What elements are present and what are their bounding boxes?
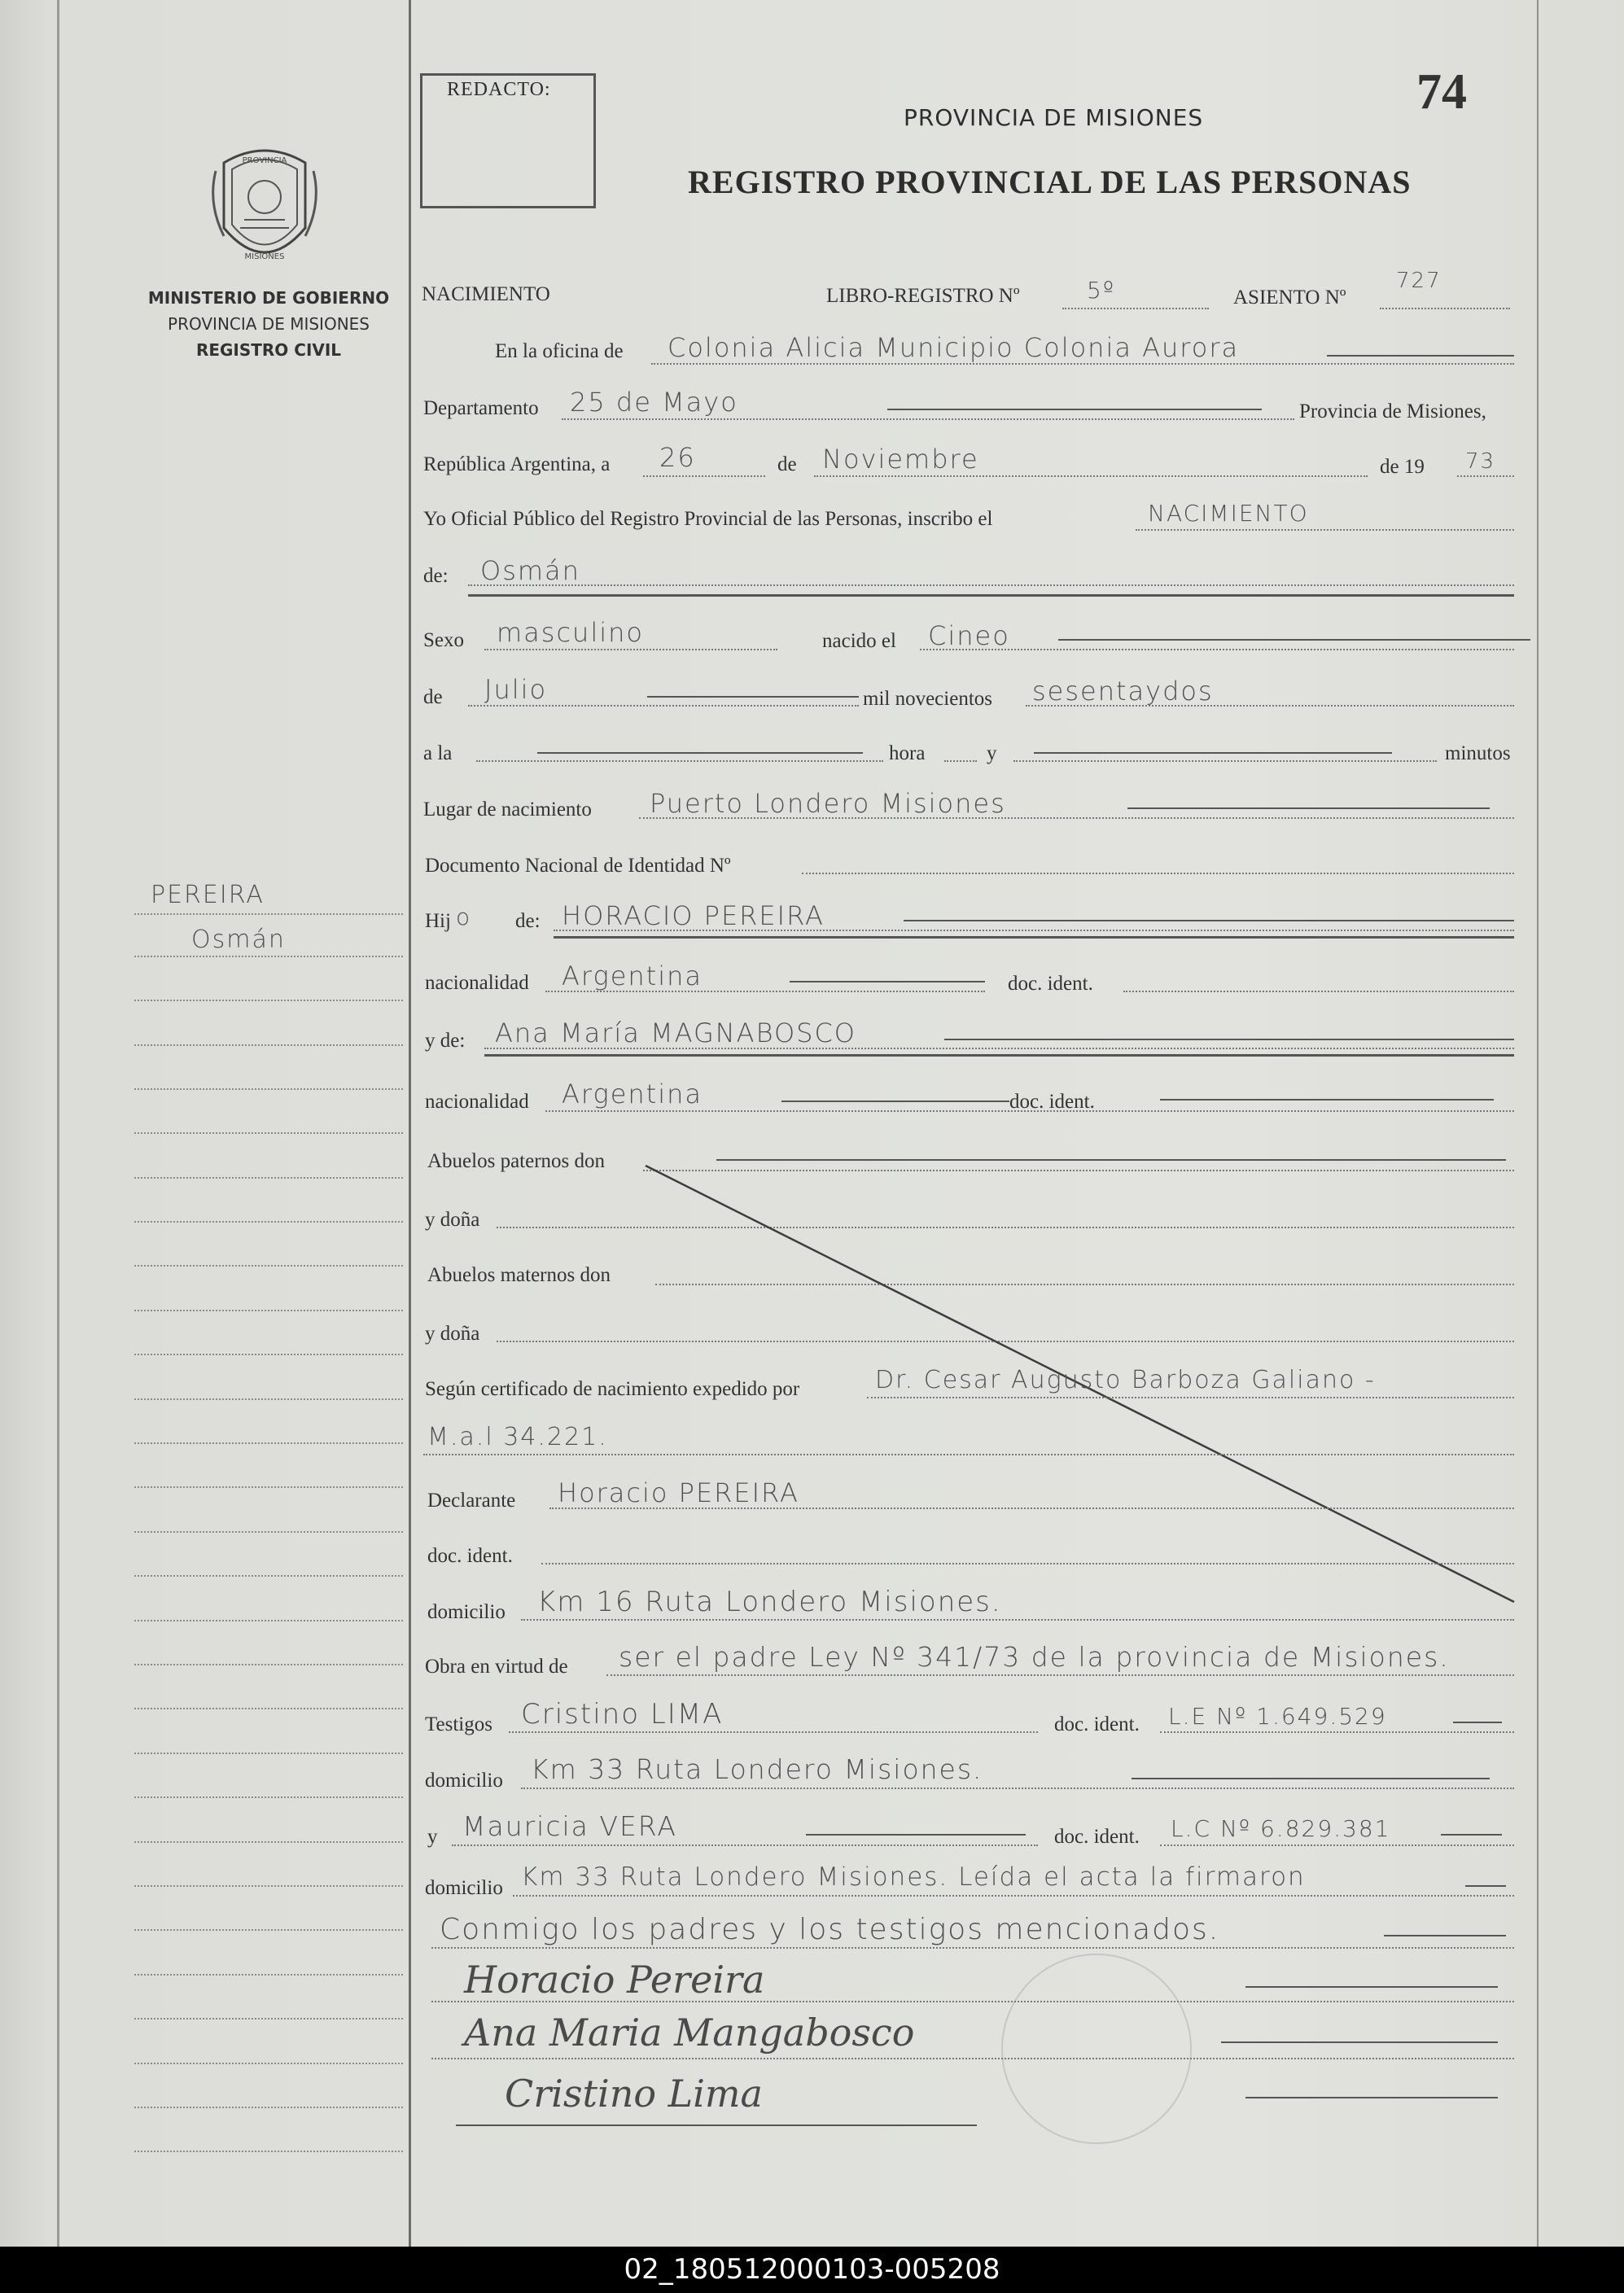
label-abuelos-paternos: Abuelos paternos don xyxy=(427,1150,606,1172)
value-obra-en-virtud: ser el padre Ley Nº 341/73 de la provincia de Misiones. xyxy=(619,1641,1450,1673)
label-nacido-el: nacido el xyxy=(822,630,896,652)
value-matricula: M.a.l 34.221. xyxy=(427,1423,608,1451)
ministry-line3: REGISTRO CIVIL xyxy=(195,340,342,360)
registry-title: REGISTRO PROVINCIAL DE LAS PERSONAS xyxy=(688,164,1412,200)
label-nacionalidad-padre: nacionalidad xyxy=(425,972,529,994)
province-title: PROVINCIA DE MISIONES xyxy=(904,104,1204,131)
value-madre: Ana María MAGNABOSCO xyxy=(495,1017,856,1048)
label-de-year: de 19 xyxy=(1380,456,1425,478)
label-y-minutos: y xyxy=(987,742,997,764)
value-declarante: Horacio PEREIRA xyxy=(558,1477,799,1508)
value-mes: Noviembre xyxy=(822,444,979,475)
margin-given-name: Osmán xyxy=(191,926,286,954)
label-doc-ident-madre: doc. ident. xyxy=(1009,1091,1095,1113)
value-oficina: Colonia Alicia Municipio Colonia Aurora xyxy=(668,332,1240,363)
label-y-dona-paterna: y doña xyxy=(425,1209,480,1231)
folio-number: 74 xyxy=(1416,64,1467,120)
value-asiento: 727 xyxy=(1396,269,1442,293)
value-padre-nacionalidad: Argentina xyxy=(562,961,703,991)
scan-id-footer: 02_180512000103-005208 xyxy=(0,2247,1624,2293)
label-de-nombre: de: xyxy=(423,565,449,587)
value-inscripcion: NACIMIENTO xyxy=(1148,500,1309,527)
label-doc-ident-declarante: doc. ident. xyxy=(427,1545,513,1567)
label-libro: LIBRO-REGISTRO Nº xyxy=(826,285,1020,307)
margin-surname: PEREIRA xyxy=(151,881,265,909)
label-domicilio-testigo1: domicilio xyxy=(425,1770,503,1792)
label-documento: Documento Nacional de Identidad Nº xyxy=(425,855,731,877)
label-sexo: Sexo xyxy=(423,629,464,651)
label-y-dona-materna: y doña xyxy=(425,1323,480,1345)
label-republica: República Argentina, a xyxy=(423,453,611,475)
value-nacido-dia: Cineo xyxy=(928,620,1010,651)
value-nombre: Osmán xyxy=(480,555,580,586)
label-abuelos-maternos: Abuelos maternos don xyxy=(427,1264,611,1286)
ministry-line1: MINISTERIO DE GOBIERNO xyxy=(147,288,390,308)
label-domicilio-testigo2: domicilio xyxy=(425,1877,503,1899)
value-libro: 5º xyxy=(1087,277,1116,304)
value-testigo2: Mauricia VERA xyxy=(462,1810,677,1842)
label-doc-ident-testigo1: doc. ident. xyxy=(1054,1713,1140,1735)
value-anio: 73 xyxy=(1465,449,1496,474)
value-nacido-mes: Julio xyxy=(484,674,548,705)
label-lugar: Lugar de nacimiento xyxy=(423,799,592,820)
value-padre: HORACIO PEREIRA xyxy=(562,900,825,931)
value-departamento: 25 de Mayo xyxy=(570,387,738,418)
label-minutos: minutos xyxy=(1445,742,1511,764)
label-yo-oficial: Yo Oficial Público del Registro Provincial de las Personas, inscribo el xyxy=(423,508,993,530)
label-hora: hora xyxy=(889,742,926,764)
value-hij-suffix: o xyxy=(456,904,472,930)
redacto-label: REDACTO: xyxy=(447,79,551,100)
seal-text-top: PROVINCIA xyxy=(242,156,287,165)
signature-ana-maria: Ana Maria Mangabosco xyxy=(464,2011,915,2055)
label-segun-certificado: Según certificado de nacimiento expedido por xyxy=(425,1378,800,1400)
label-a-la: a la xyxy=(423,742,453,764)
ministry-line2: PROVINCIA DE MISIONES xyxy=(168,314,370,334)
value-nacido-anio: sesentaydos xyxy=(1032,676,1214,707)
label-hij: Hij xyxy=(425,910,451,932)
value-sexo: masculino xyxy=(497,617,644,648)
value-madre-nacionalidad: Argentina xyxy=(562,1079,703,1109)
value-testigo1-doc: L.E Nº 1.649.529 xyxy=(1168,1703,1387,1730)
label-obra-en-virtud: Obra en virtud de xyxy=(425,1656,568,1678)
label-y-testigo2: y xyxy=(427,1826,438,1848)
label-departamento: Departamento xyxy=(423,397,539,419)
value-lugar: Puerto Londero Misiones xyxy=(650,788,1006,819)
seal-text-bottom: MISIONES xyxy=(244,252,285,261)
label-de-mes: de xyxy=(777,453,797,475)
value-certificado-por: Dr. Cesar Augusto Barboza Galiano - xyxy=(875,1366,1376,1394)
label-nacionalidad-madre: nacionalidad xyxy=(425,1091,529,1113)
label-de-padre: de: xyxy=(515,910,541,932)
label-doc-ident-testigo2: doc. ident. xyxy=(1054,1826,1140,1848)
value-testigo2-doc: L.C Nº 6.829.381 xyxy=(1171,1815,1391,1842)
value-continuacion: Conmigo los padres y los testigos mencionados. xyxy=(440,1913,1220,1946)
label-doc-ident-padre: doc. ident. xyxy=(1008,973,1093,995)
label-declarante: Declarante xyxy=(427,1490,516,1512)
label-nacimiento: NACIMIENTO xyxy=(422,283,550,305)
value-testigo2-domicilio: Km 33 Ruta Londero Misiones. Leída el acta la firmaron xyxy=(521,1862,1306,1892)
label-testigos: Testigos xyxy=(425,1713,492,1735)
signature-cristino-lima: Cristino Lima xyxy=(505,2072,763,2116)
label-oficina: En la oficina de xyxy=(495,340,624,362)
label-domicilio-declarante: domicilio xyxy=(427,1601,506,1623)
signature-horacio-pereira: Horacio Pereira xyxy=(464,1958,765,2002)
label-asiento: ASIENTO Nº xyxy=(1233,287,1346,309)
value-dia: 26 xyxy=(659,442,696,473)
value-testigo1-domicilio: Km 33 Ruta Londero Misiones. xyxy=(531,1753,983,1785)
faded-stamp xyxy=(1001,1954,1192,2144)
label-y-de: y de: xyxy=(425,1030,466,1052)
label-de-julio: de xyxy=(423,686,443,708)
label-provincia-misiones: Provincia de Misiones, xyxy=(1299,400,1486,422)
value-declarante-domicilio: Km 16 Ruta Londero Misiones. xyxy=(537,1586,1002,1618)
label-mil-novecientos: mil novecientos xyxy=(863,688,992,710)
value-testigo1: Cristino LIMA xyxy=(521,1698,724,1731)
